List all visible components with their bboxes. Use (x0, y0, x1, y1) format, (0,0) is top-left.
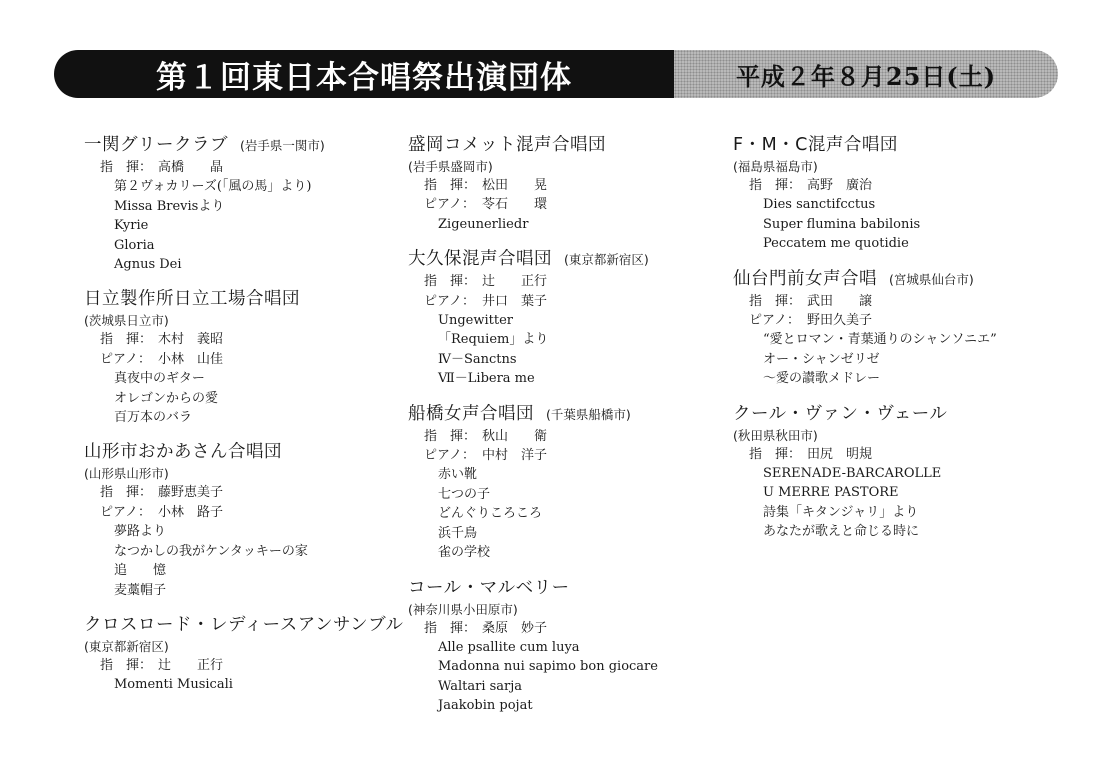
choir-location: (東京都新宿区) (564, 252, 649, 268)
choir-header (84, 286, 384, 312)
role-label: 指 揮： (749, 446, 802, 462)
song-title: “愛とロマン・青葉通りのシャンソニエ” (763, 332, 997, 348)
column-2 (408, 132, 718, 728)
role-person: 辻 正行 (482, 274, 548, 290)
role-line (424, 446, 718, 465)
role-person: 松田 晃 (482, 178, 548, 193)
choir-header (408, 401, 718, 427)
choir-header (408, 575, 718, 601)
role-label: 指 揮： (100, 657, 153, 673)
choir-location: (東京都新宿区) (84, 638, 169, 654)
song-title: Ungewitter (438, 313, 513, 329)
choir-location: (宮城県仙台市) (889, 271, 974, 287)
song-title: 赤い靴 (438, 467, 478, 483)
choir-entry (84, 132, 384, 274)
role-label: ピアノ： (100, 504, 151, 520)
role-label: ピアノ： (424, 197, 475, 213)
column-1 (84, 132, 404, 707)
choir-location: (福島県福島市) (733, 159, 818, 174)
role-label: ピアノ： (424, 448, 475, 464)
role-line (424, 427, 718, 446)
role-person: 辻 正行 (158, 657, 224, 673)
choir-entry (733, 132, 1073, 254)
choir-entry (84, 286, 384, 427)
song-title: 雀の学校 (438, 545, 491, 561)
choir-name: 山形市おかあさん合唱団 (84, 442, 282, 463)
choir-name: 盛岡コメット混声合唱団 (408, 135, 606, 155)
song-title: 第２ヴォカリーズ(「風の馬」より) (114, 179, 312, 195)
song-title: Ⅶ－Libera me (438, 371, 535, 387)
choir-entry (408, 401, 718, 563)
header-banner (54, 50, 1058, 98)
role-line (100, 350, 384, 369)
song-title: Waltari sarja (438, 678, 523, 694)
role-person: 高野 廣治 (807, 178, 873, 193)
role-line (424, 292, 718, 311)
role-person: 藤野恵美子 (158, 485, 224, 501)
choir-entry (733, 266, 1073, 389)
role-person: 高橋 晶 (158, 160, 224, 175)
song-title: Gloria (114, 237, 155, 253)
song-title: U MERRE PASTORE (763, 485, 899, 501)
role-label: ピアノ： (424, 293, 475, 309)
choir-name: F・M・C混声合唱団 (733, 135, 898, 155)
role-person: 田尻 明規 (807, 446, 873, 462)
role-label: 指 揮： (424, 428, 477, 444)
song-title: ～愛の讃歌メドレー (763, 371, 881, 387)
role-line (424, 619, 718, 638)
choir-entry (408, 246, 718, 388)
song-title: 七つの子 (438, 486, 491, 502)
choir-entry (84, 612, 404, 695)
song-title: 真夜中のギター (114, 371, 205, 387)
choir-header (408, 132, 718, 158)
choir-entry (408, 132, 718, 234)
song-title: 追 憶 (114, 563, 167, 579)
song-title: 浜千鳥 (438, 525, 478, 541)
role-label: 指 揮： (424, 274, 477, 290)
role-line (749, 311, 1073, 330)
song-title: なつかしの我がケンタッキーの家 (114, 543, 308, 559)
role-line (100, 503, 384, 522)
song-title: SERENADE-BARCAROLLE (763, 466, 942, 482)
song-title: Zigeunerliedr (438, 216, 529, 232)
choir-location: (山形県山形市) (84, 466, 169, 482)
choir-location: (秋田県秋田市) (733, 427, 818, 443)
role-line (424, 195, 718, 214)
choir-name: 船橋女声合唱団 (408, 403, 534, 424)
song-title: Agnus Dei (114, 257, 182, 273)
song-title: Kyrie (114, 218, 149, 234)
role-label: 指 揮： (100, 160, 153, 175)
event-date: 平成２年８月25日(土) (674, 50, 1058, 98)
song-title: オー・シャンゼリゼ (763, 351, 880, 367)
choir-header (408, 246, 718, 272)
choir-location: (茨城県日立市) (84, 313, 169, 329)
choir-name: 大久保混声合唱団 (408, 249, 552, 270)
song-title: オレゴンからの愛 (114, 390, 219, 406)
choir-name: 仙台門前女声合唱 (733, 268, 877, 289)
role-line (749, 176, 1073, 195)
choir-entry (84, 439, 384, 599)
role-label: ピアノ： (749, 313, 800, 329)
song-title: 夢路より (114, 524, 167, 540)
song-title: Missa Brevisより (114, 198, 225, 214)
role-line (100, 330, 384, 349)
choir-name: 一関グリークラブ (84, 135, 228, 155)
song-title: あなたが歌えと命じる時に (763, 524, 920, 540)
choir-location: (岩手県盛岡市) (408, 159, 493, 174)
song-title: Ⅳ－Sanctns (438, 351, 517, 367)
choir-header (84, 132, 384, 158)
choir-header (84, 439, 384, 465)
choir-name: 日立製作所日立工場合唱団 (84, 289, 300, 310)
choir-location: (千葉県船橋市) (546, 406, 631, 422)
choir-entry (733, 401, 1073, 542)
song-title: 百万本のバラ (114, 410, 193, 426)
song-title: Momenti Musicali (114, 677, 233, 693)
song-title: Jaakobin pojat (438, 698, 533, 714)
role-person: 小林 山佳 (158, 351, 224, 367)
role-line (749, 445, 1073, 464)
role-label: 指 揮： (424, 178, 477, 193)
choir-header (733, 401, 1073, 427)
song-title: Super flumina babilonis (763, 216, 921, 232)
role-line (100, 158, 384, 177)
role-person: 秋山 衛 (482, 428, 548, 444)
song-title: Madonna nui sapimo bon giocare (438, 659, 658, 675)
role-label: ピアノ： (100, 351, 151, 367)
choir-location: (岩手県一関市) (240, 138, 325, 153)
choir-header (733, 266, 1073, 292)
role-label: 指 揮： (100, 332, 153, 348)
song-title: どんぐりころころ (438, 506, 543, 522)
role-line (100, 656, 384, 675)
song-title: 詩集「キタンジャリ」より (763, 504, 919, 520)
role-person: 桑原 妙子 (482, 620, 548, 636)
role-label: 指 揮： (749, 178, 802, 193)
choir-name: コール・マルベリー (408, 577, 570, 598)
song-title: Dies sanctifcctus (763, 197, 876, 213)
song-title: Peccatem me quotidie (763, 236, 909, 252)
role-label: 指 揮： (749, 293, 802, 309)
role-person: 井口 葉子 (482, 293, 548, 309)
choir-name: クール・ヴァン・ヴェール (733, 403, 948, 424)
role-label: 指 揮： (100, 485, 153, 501)
role-person: 小林 路子 (158, 504, 224, 520)
role-person: 苓石 環 (482, 197, 548, 213)
role-person: 中村 洋子 (482, 448, 548, 464)
choir-name: クロスロード・レディースアンサンブル (84, 614, 404, 635)
role-line (749, 292, 1073, 311)
role-label: 指 揮： (424, 620, 477, 636)
role-line (424, 176, 718, 195)
role-person: 野田久美子 (807, 313, 873, 329)
page-title: 第１回東日本合唱祭出演団体 (54, 50, 674, 98)
choir-header (84, 612, 404, 638)
role-person: 武田 譲 (807, 293, 873, 309)
song-title: 麦藁帽子 (114, 582, 167, 598)
choir-entry (408, 575, 718, 716)
role-line (424, 272, 718, 291)
choir-location: (神奈川県小田原市) (408, 601, 518, 617)
role-person: 木村 義昭 (158, 332, 224, 348)
song-title: Alle psallite cum luya (438, 639, 580, 655)
role-line (100, 483, 384, 502)
column-3 (733, 132, 1073, 554)
song-title: 「Requiem」より (438, 332, 549, 348)
choir-header (733, 132, 1073, 158)
